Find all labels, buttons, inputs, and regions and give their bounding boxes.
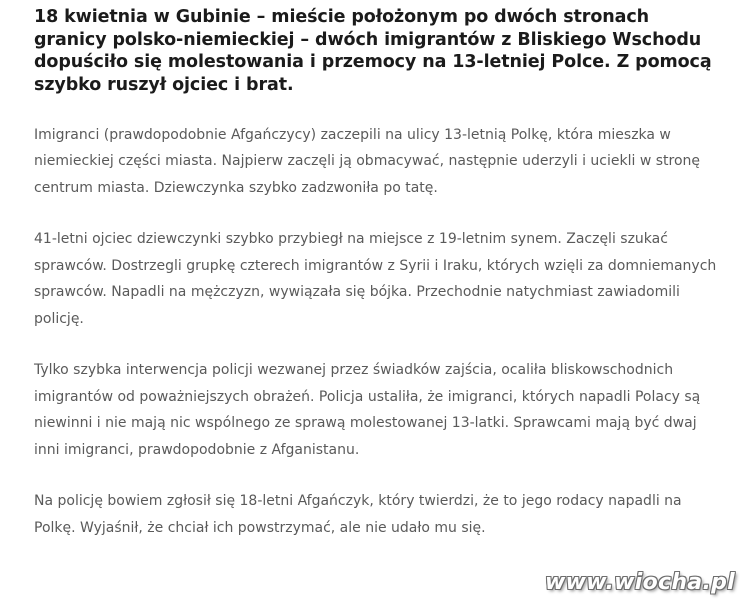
article-paragraph-2: 41-letni ojciec dziewczynki szybko przybiegł na miejsce z 19-letnim synem. Zaczęli szukać sprawców. Dostrzegli grupkę czterech imigrantów z Syrii i Iraku, których wzięli za domniemanych sprawców. Napadli na mężczyzn, wywiązała się bójka. Przechodnie natychmiast zawiadomili policję.: [34, 231, 717, 327]
article-paragraph-3: Tylko szybka interwencja policji wezwanej przez świadków zajścia, ocaliła bliskowschodnich imigrantów od poważniejszych obrażeń. Policja ustaliła, że imigranci, których napadli Polacy są niewinni i nie mają nic wspólnego ze sprawą molestowanej 13-latki. Sprawcami mają być dwaj inni imigranci, prawdopodobnie z Afganistanu.: [34, 362, 701, 458]
site-watermark: www.wiocha.pl: [545, 570, 735, 595]
article: [34, 6, 724, 541]
article-paragraph-4: Na policję bowiem zgłosił się 18-letni Afgańczyk, który twierdzi, że to jego rodacy napadli na Polkę. Wyjaśnił, że chciał ich powstrzymać, ale nie udało mu się.: [34, 493, 682, 536]
article-headline: 18 kwietnia w Gubinie – mieście położonym po dwóch stronach granicy polsko-niemieckiej – dwóch imigrantów z Bliskiego Wschodu dopuściło się molestowania i przemocy na 13-letniej Polce. Z pomocą szybko ruszył ojciec i brat.: [34, 7, 712, 96]
article-paragraph-1: Imigranci (prawdopodobnie Afgańczycy) zaczepili na ulicy 13-letnią Polkę, która mieszka w niemieckiej części miasta. Najpierw zaczęli ją obmacywać, następnie uderzyli i uciekli w stronę centrum miasta. Dziewczynka szybko zadzwoniła po tatę.: [34, 126, 701, 196]
